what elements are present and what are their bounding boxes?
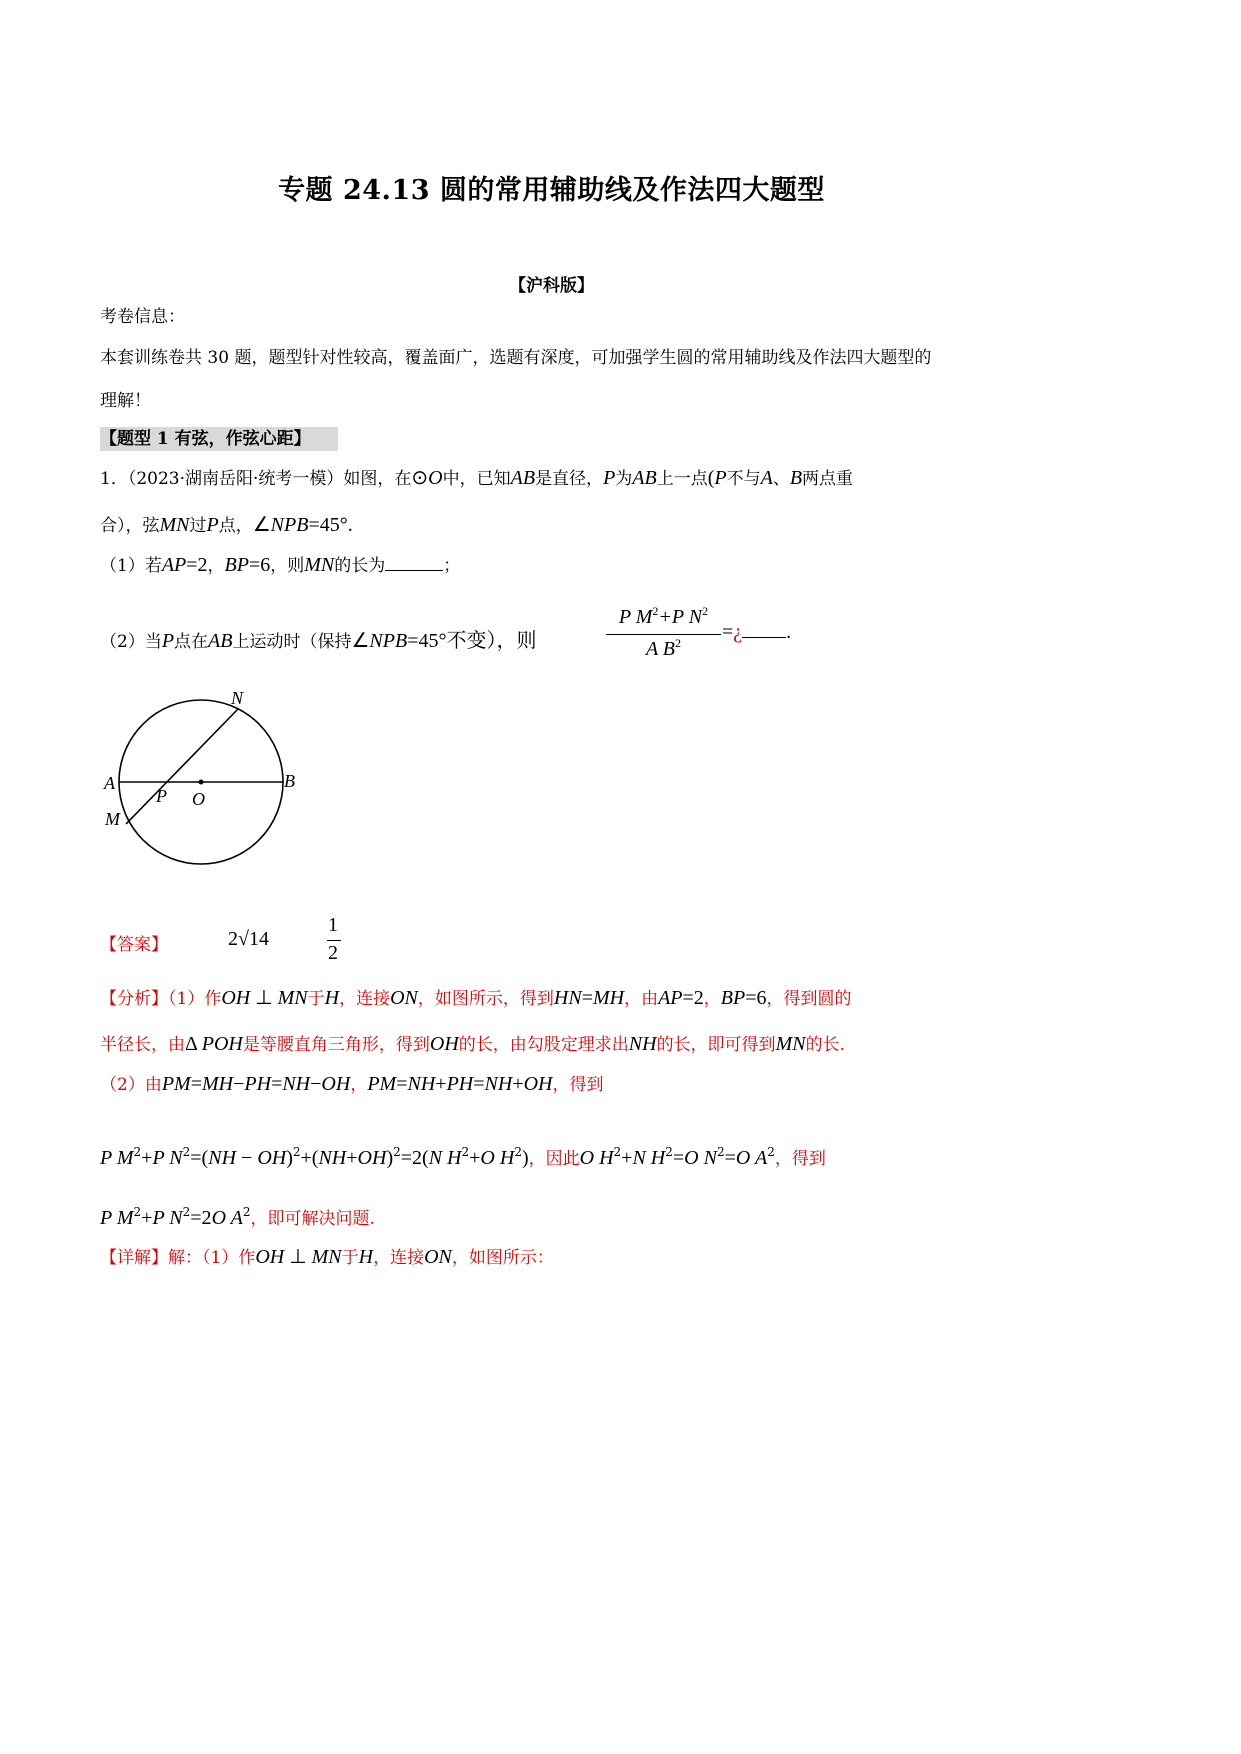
analysis-text: 是等腰直角三角形，得到 [242, 1035, 430, 1055]
q1-text: 的长为 [334, 556, 386, 576]
answer-blank-2[interactable] [742, 636, 786, 638]
q1-text: （2）当 [100, 632, 162, 652]
detail-text: ，如图所示： [451, 1248, 554, 1268]
question-number: 1． [100, 469, 128, 489]
answer-1: 2√14 [228, 928, 269, 950]
answer-2-numerator: 1 [328, 914, 338, 936]
analysis-text: （2）由 [100, 1075, 162, 1095]
q1-text: ； [443, 556, 461, 576]
analysis-text: ，得到 [552, 1075, 604, 1095]
q1-text: 是直径， [535, 469, 604, 489]
q1-text: . [786, 621, 792, 643]
question-source: （2023·湖南岳阳·统考一模）如图，在 [127, 469, 412, 489]
analysis-text: 半径长，由 [100, 1035, 185, 1055]
detail-text: 于 [341, 1248, 359, 1268]
fraction-denominator: A $B^2$ [645, 636, 682, 660]
analysis-text: 的长. [805, 1035, 845, 1055]
label-n: N [231, 688, 244, 708]
intro-line-2: 理解！ [100, 391, 151, 411]
answer-blank-1[interactable] [385, 569, 443, 571]
analysis-text: ， [350, 1075, 368, 1095]
q1-text: 45°不变），则 [418, 630, 537, 652]
analysis-line-5: P $M^2+P$ $N^2=2O$ $A^2$，即可解决问题. [100, 1205, 375, 1229]
chord-mn [126, 709, 238, 824]
analysis-text: ，因此 [528, 1149, 580, 1169]
label-a: A [104, 773, 115, 793]
unknown-symbol: ¿ [733, 621, 743, 643]
q1-text: 中，已知 [442, 469, 511, 489]
question-1-part-2: （2）当P点在AB上运动时（保持∠NPB=45°不变），则 [100, 630, 537, 652]
q1-text: 上运动时（保持 [232, 632, 352, 652]
q1-text: （1）若 [100, 556, 162, 576]
analysis-text: ，得到圆的 [766, 989, 852, 1009]
label-b: B [284, 771, 295, 791]
answer-2-bar [327, 940, 341, 941]
q1-text: 、 [772, 469, 790, 489]
question-1-line-1: 1．（2023·湖南岳阳·统考一模）如图，在⊙O中，已知AB是直径，P为AB上一点(P不与A、B两点重 [100, 467, 854, 489]
q1-text: 点， [218, 516, 253, 536]
analysis-text: （1）作 [168, 989, 222, 1009]
question-1-line-2: 合），弦MN过P点，∠NPB=45°. [100, 514, 353, 536]
detail-label: 【详解】 [100, 1248, 168, 1268]
analysis-text: 的长，由勾股定理求出 [458, 1035, 629, 1055]
q1-text: 上一点 [656, 469, 708, 489]
analysis-text: ，即可解决问题. [250, 1209, 375, 1229]
question-1-part-1: （1）若AP=2，BP=6，则MN的长为 ； [100, 554, 461, 576]
analysis-label: 【分析】 [100, 989, 168, 1009]
q1-text: ，则 [270, 556, 305, 576]
q1-text: 不与 [726, 469, 761, 489]
q1-text: 点在 [174, 632, 209, 652]
label-m: M [105, 809, 120, 829]
analysis-line-4: P $M^2+P$ $N^2=(NH - OH)^2+(NH+OH)^2=2(N$ $H^2+O$ $H^2$)，因此O $H^2+N$ $H^2=O$ $N^2=O$ $A^2$，得到 [100, 1145, 826, 1169]
part-2-answer-tail: =¿ . [722, 621, 792, 643]
edition-label: 【沪科版】 [509, 276, 594, 296]
q1-text: 两点重 [802, 469, 854, 489]
exam-info-label: 考卷信息： [100, 307, 185, 327]
analysis-text: ，连接 [339, 989, 391, 1009]
analysis-text: 于 [307, 989, 325, 1009]
answer-label: 【答案】 [100, 935, 168, 955]
section-heading-text: 【题型 1 有弦，作弦心距】 [100, 429, 311, 449]
q1-text: 过 [189, 516, 207, 536]
center-dot [199, 780, 204, 785]
analysis-line-3: （2）由PM=MH−PH=NH−OH，PM=NH+PH=NH+OH，得到 [100, 1073, 604, 1095]
detail-text: 解：（1）作 [168, 1248, 256, 1268]
detail-text: ，连接 [373, 1248, 425, 1268]
analysis-text: ，如图所示，得到 [417, 989, 554, 1009]
intro-line-1: 本套训练卷共 30 题，题型针对性较高，覆盖面广，选题有深度，可加强学生圆的常用辅助线及作法四大题型的 [100, 348, 932, 368]
q1-text: 为 [615, 469, 633, 489]
fraction-bar [606, 634, 721, 635]
analysis-line-2: 半径长，由Δ POH是等腰直角三角形，得到OH的长，由勾股定理求出NH的长，即可得到MN的长. [100, 1033, 845, 1055]
analysis-line-1: 【分析】（1）作OH ⊥ MN于H，连接ON，如图所示，得到HN=MH，由AP=2，BP=6，得到圆的 [100, 987, 852, 1009]
label-o: O [192, 789, 205, 809]
q1-text: 合），弦 [100, 516, 160, 536]
detail-line-1: 【详解】解：（1）作OH ⊥ MN于H，连接ON，如图所示： [100, 1246, 554, 1268]
analysis-text: 的长，即可得到 [656, 1035, 776, 1055]
analysis-text: ，由 [624, 989, 659, 1009]
answer-2-denominator: 2 [328, 942, 338, 964]
page-title: 专题 24.13 圆的常用辅助线及作法四大题型 [278, 175, 825, 206]
label-p: P [156, 786, 167, 806]
angle-value: 45°. [319, 514, 353, 536]
section-heading-type1 [100, 427, 338, 451]
analysis-text: ，得到 [774, 1149, 826, 1169]
circle-figure [96, 684, 306, 874]
q1-text: ， [207, 556, 225, 576]
fraction-numerator: P $M^2+P$ $N^2$ [618, 604, 709, 628]
